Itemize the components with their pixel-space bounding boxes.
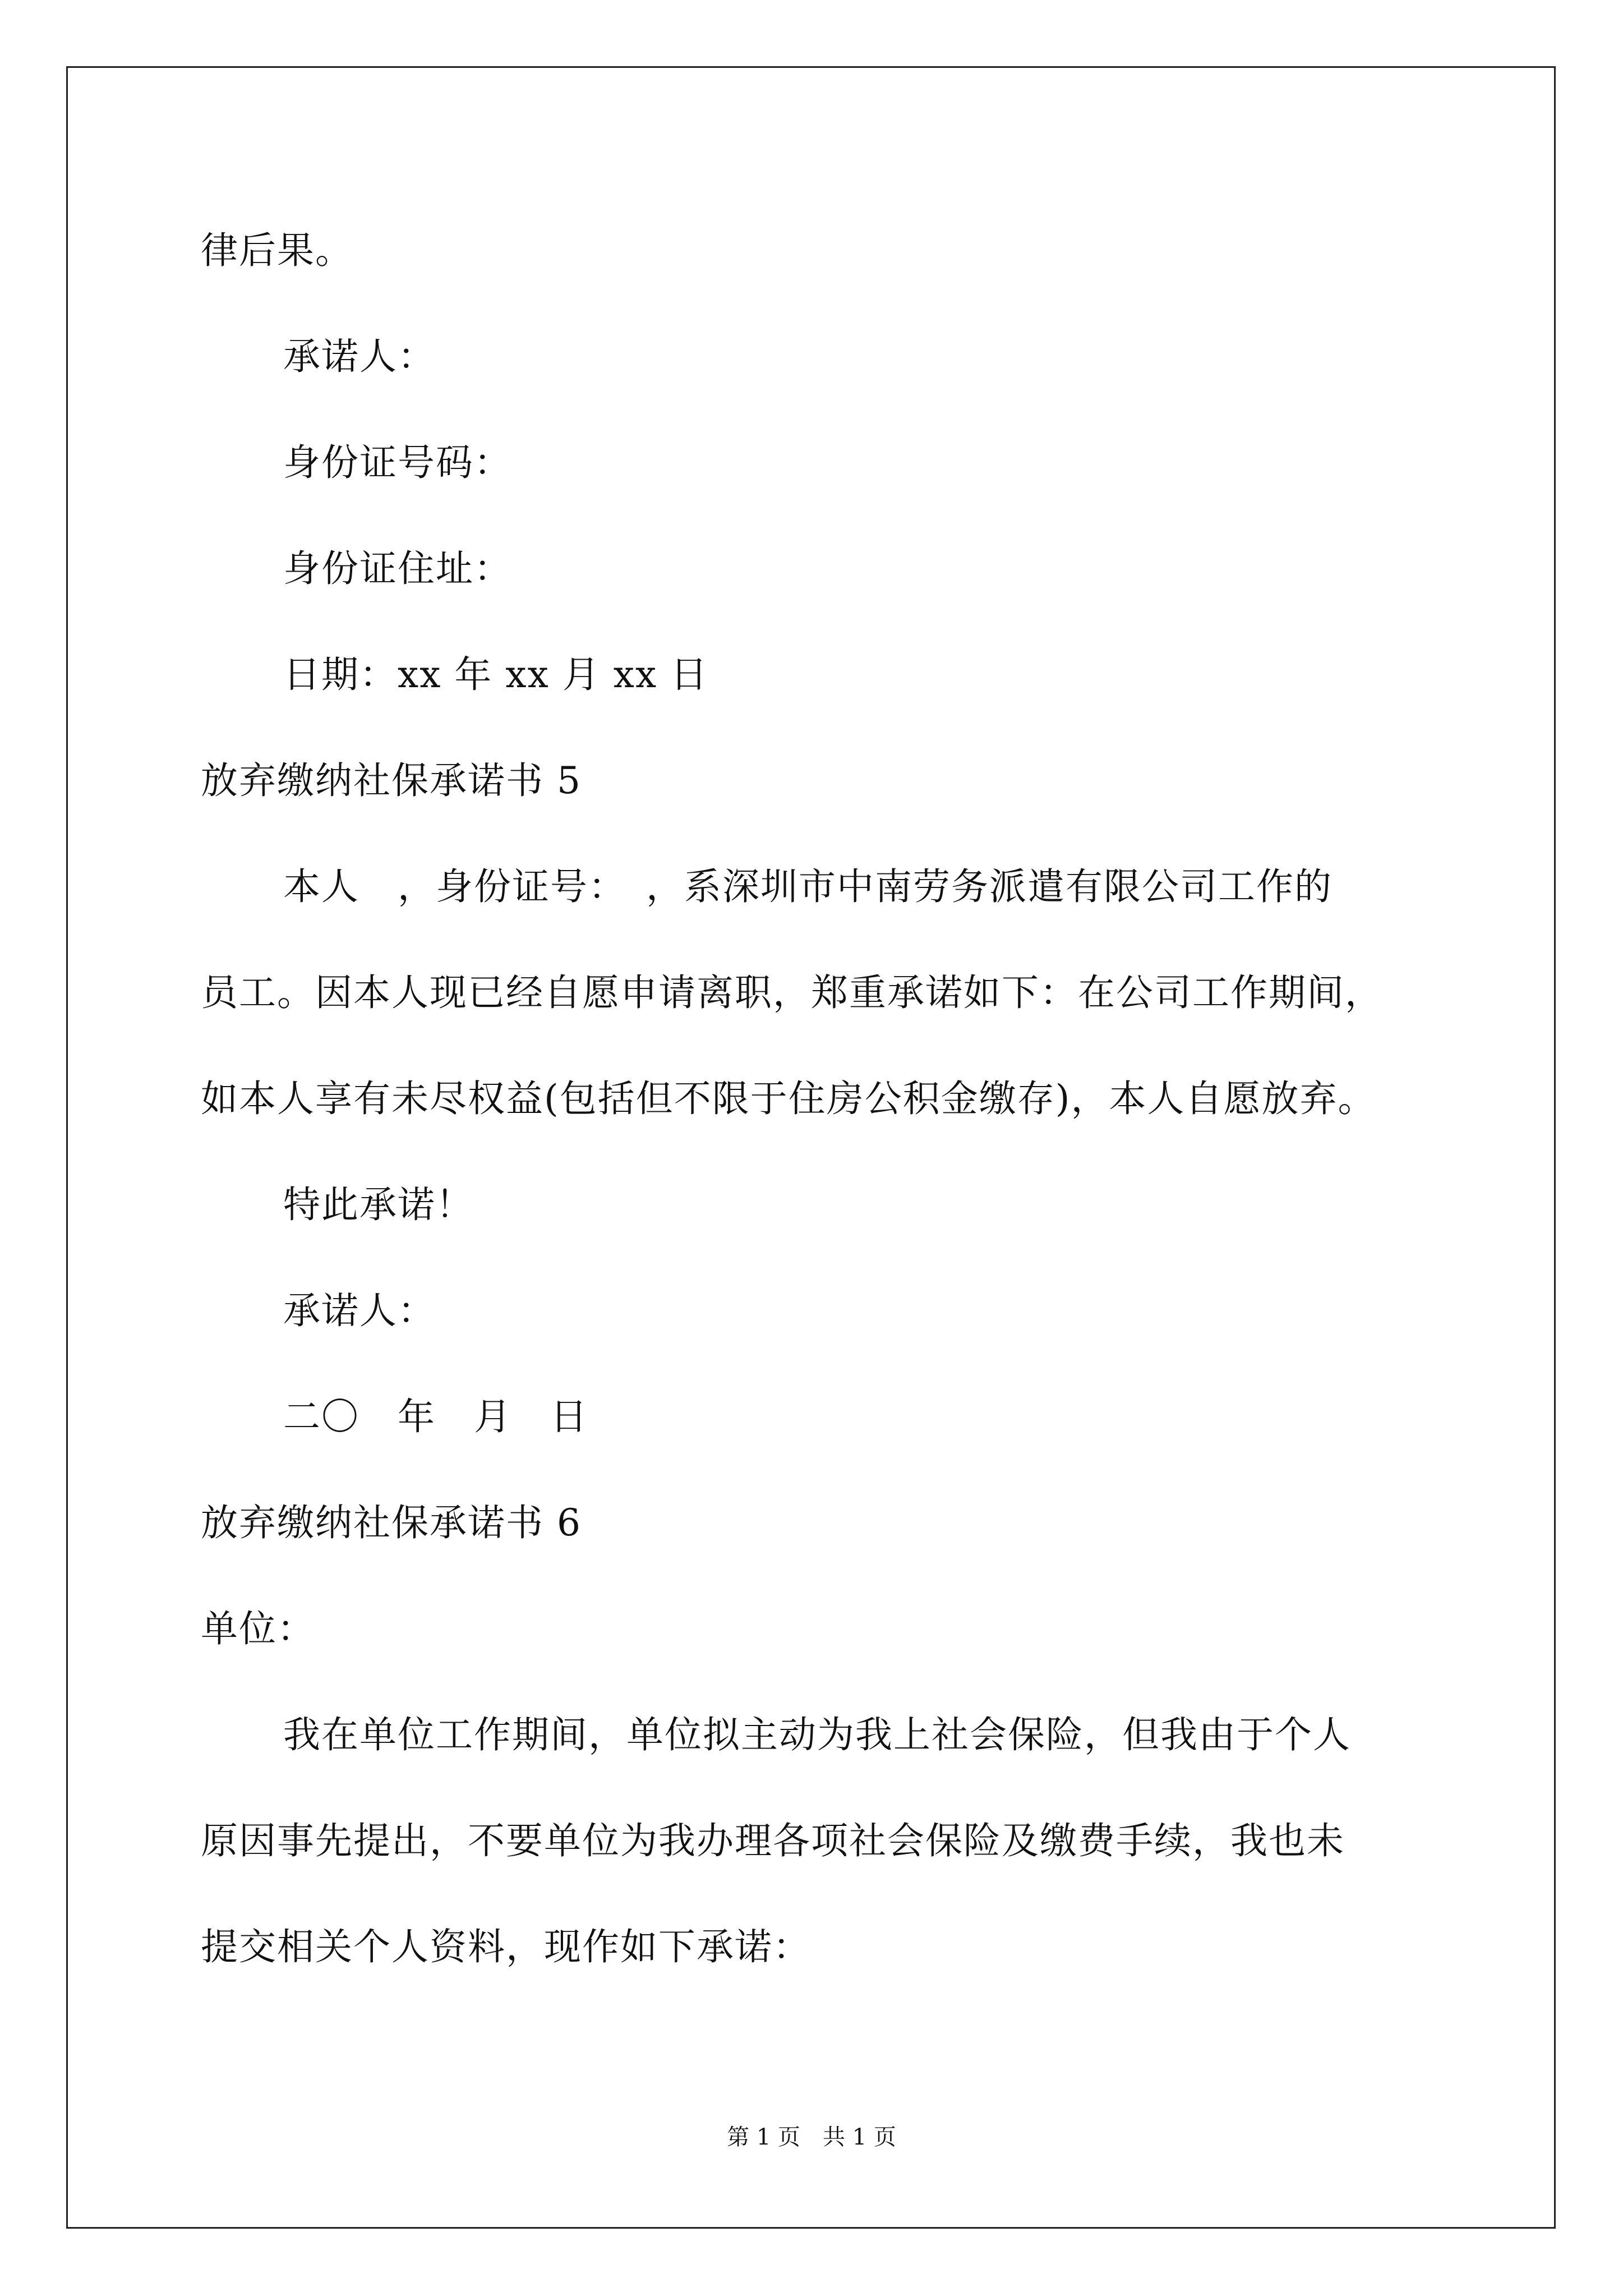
- text-line: 二〇 年 月 日: [283, 1395, 588, 1438]
- text-line: 单位：: [201, 1607, 315, 1650]
- text-line: 我在单位工作期间，单位拟主动为我上社会保险，但我由于个人: [283, 1713, 1351, 1756]
- text-line: 日期：xx 年 xx 月 xx 日: [283, 653, 709, 696]
- section-heading: 放弃缴纳社保承诺书 6: [201, 1501, 582, 1544]
- page-footer: 第 1 页 共 1 页: [727, 2124, 896, 2150]
- text-line: 特此承诺！: [283, 1183, 474, 1226]
- section-heading: 放弃缴纳社保承诺书 5: [201, 759, 582, 802]
- text-line: 如本人享有未尽权益(包括但不限于住房公积金缴存)，本人自愿放弃。: [201, 1077, 1376, 1120]
- text-line: 本人 ，身份证号： ，系深圳市中南劳务派遣有限公司工作的: [283, 865, 1332, 908]
- text-line: 提交相关个人资料，现作如下承诺：: [201, 1925, 811, 1968]
- text-line: 承诺人：: [283, 1289, 436, 1332]
- text-line: 承诺人：: [283, 335, 436, 378]
- page-border: [66, 66, 1556, 2229]
- text-line: 律后果。: [201, 229, 353, 272]
- text-line: 原因事先提出，不要单位为我办理各项社会保险及缴费手续，我也未: [201, 1819, 1345, 1862]
- text-line: 身份证号码：: [283, 441, 512, 484]
- text-line: 身份证住址：: [283, 547, 512, 590]
- text-line: 员工。因本人现已经自愿申请离职，郑重承诺如下：在公司工作期间，: [201, 971, 1383, 1014]
